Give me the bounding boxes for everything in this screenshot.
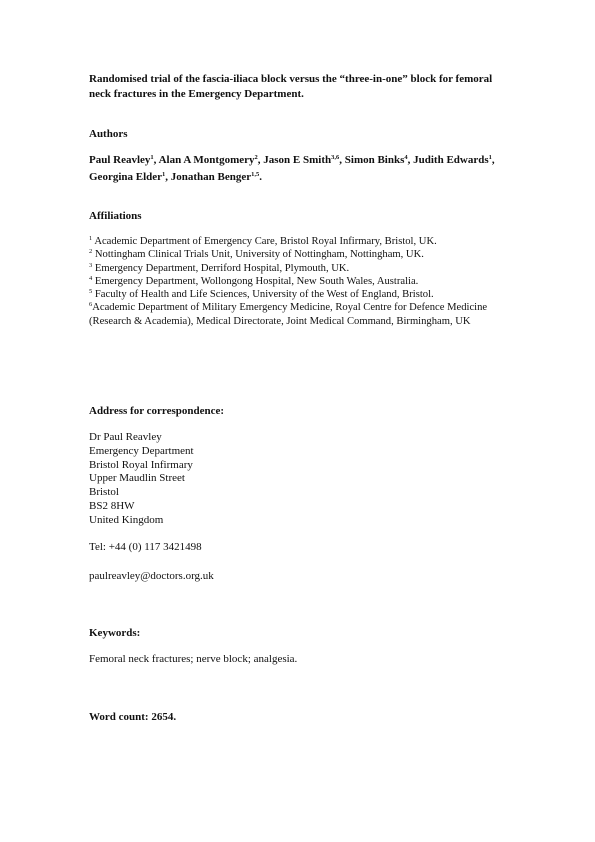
author: Judith Edwards$^1$,	[413, 154, 495, 166]
address-line: United Kingdom	[89, 513, 164, 526]
address-line: Emergency Department	[89, 444, 194, 457]
author: Jonathan Benger$^{1,5}$.	[170, 171, 263, 183]
affiliation: $^3$ Emergency Department, Derriford Hospital, Plymouth, UK.	[89, 261, 350, 274]
address-line: Bristol	[89, 486, 119, 499]
affiliation: $^4$ Emergency Department, Wollongong Hospital, New South Wales, Australia.	[89, 274, 419, 287]
affiliations-heading: Affiliations	[89, 210, 142, 222]
affiliation: $^1$ Academic Department of Emergency Care, Bristol Royal Infirmary, Bristol, UK.	[89, 235, 437, 247]
affiliation-list	[89, 235, 514, 328]
author-list	[89, 152, 509, 186]
address-line: Bristol Royal Infirmary	[89, 458, 193, 471]
keywords: Femoral neck fractures; nerve block; analgesia.	[89, 653, 298, 665]
paper-title: Randomised trial of the fascia-iliaca block versus the “three-in-one” block for femoral neck fractures in the Emergency Department.	[89, 73, 493, 100]
author: Georgina Elder$^1$,	[89, 171, 171, 183]
author: Alan A Montgomery$^2$,	[158, 154, 264, 166]
correspondence-heading: Address for correspondence:	[89, 405, 225, 417]
author: Simon Binks$^4$,	[344, 154, 414, 166]
affiliation: $^5$ Faculty of Health and Life Sciences, University of the West of England, Bristol.	[89, 288, 434, 301]
affiliation: $^2$ Nottingham Clinical Trials Unit, University of Nottingham, Nottingham, UK.	[89, 248, 424, 261]
address-line: Dr Paul Reavley	[89, 431, 162, 443]
correspondence-address	[89, 431, 194, 528]
authors-heading: Authors	[89, 128, 128, 140]
telephone: Tel: +44 (0) 117 3421498	[89, 541, 202, 553]
affiliation: $^6$Academic Department of Military Emergency Medicine, Royal Centre for Defence Medicine (Research & Academia), Medical Directorate, Joint Medical Command, Birmingham, UK	[89, 301, 488, 327]
keywords-heading: Keywords:	[89, 627, 141, 639]
word-count: Word count: 2654.	[89, 711, 177, 723]
author: Jason E Smith$^{3,6}$,	[263, 154, 345, 166]
author: Paul Reavley$^1$,	[89, 154, 159, 166]
address-line: BS2 8HW	[89, 499, 135, 512]
address-line: Upper Maudlin Street	[89, 472, 185, 485]
email-address: paulreavley@doctors.org.uk	[89, 570, 214, 582]
